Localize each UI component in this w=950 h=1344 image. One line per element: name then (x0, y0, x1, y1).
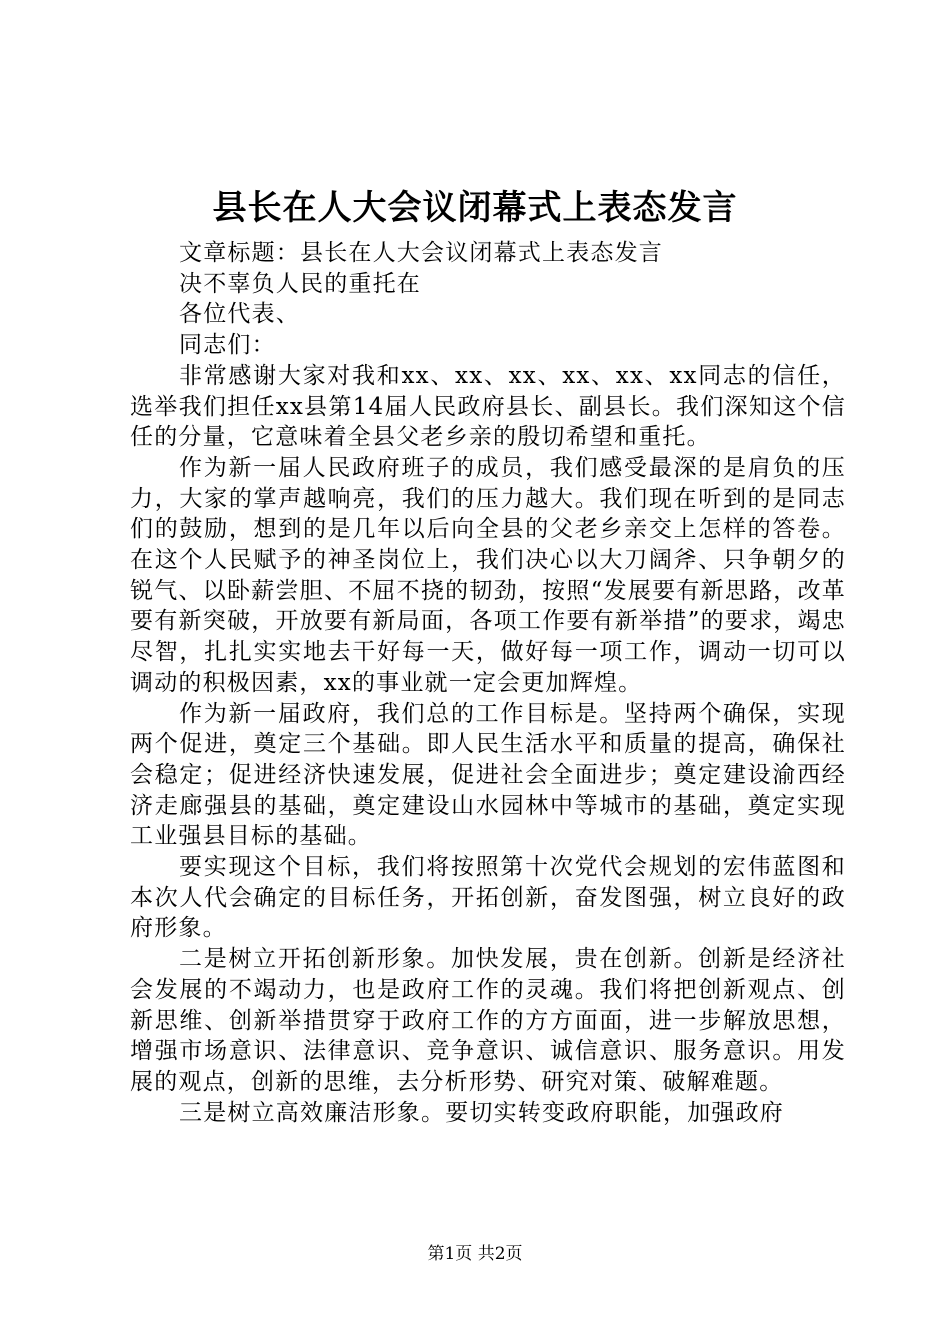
body-paragraph: 二是树立开拓创新形象。加快发展，贵在创新。创新是经济社会发展的不竭动力，也是政府工作的灵魂。我们将把创新观点、创新思维、创新举措贯穿于政府工作的方方面面，进一步解放思想，增强市场意识、法律意识、竞争意识、诚信意识、服务意识。用发展的观点，创新的思维，去分析形势、研究对策、破解难题。 (130, 946, 846, 1095)
salutation-line: 各位代表、 (179, 301, 300, 328)
article-title-line: 文章标题：县长在人大会议闭幕式上表态发言 (179, 240, 663, 266)
page-number-footer: 第1页 共2页 (427, 1244, 523, 1264)
salutation-line: 同志们： (179, 332, 276, 359)
body-paragraph: 非常感谢大家对我和xx、xx、xx、xx、xx、xx同志的信任，选举我们担任xx县第14届人民政府县长、副县长。我们深知这个信任的分量，它意味着全县父老乡亲的殷切希望和重托。 (130, 362, 846, 451)
body-paragraph: 要实现这个目标，我们将按照第十次党代会规划的宏伟蓝图和本次人代会确定的目标任务，开拓创新，奋发图强，树立良好的政府形象。 (130, 854, 846, 942)
subtitle-line: 决不辜负人民的重托在 (179, 270, 421, 297)
body-paragraph: 作为新一届人民政府班子的成员，我们感受最深的是肩负的压力，大家的掌声越响亮，我们的压力越大。我们现在听到的是同志们的鼓励，想到的是几年以后向全县的父老乡亲交上怎样的答卷。在这个人民赋予的神圣岗位上，我们决心以大刀阔斧、只争朝夕的锐气、以卧薪尝胆、不屈不挠的韧劲，按照“发展要有新思路，改革要有新突破，开放要有新局面，各项工作要有新举措”的要求，竭忠尽智，扎扎实实地去干好每一天，做好每一项工作，调动一切可以调动的积极因素，xx的事业就一定会更加辉煌。 (130, 454, 846, 696)
body-paragraph: 作为新一届政府，我们总的工作目标是。坚持两个确保，实现两个促进，奠定三个基础。即人民生活水平和质量的提高，确保社会稳定；促进经济快速发展，促进社会全面进步；奠定建设渝西经济走廊强县的基础，奠定建设山水园林中等城市的基础，奠定实现工业强县目标的基础。 (130, 700, 846, 850)
document-body (130, 238, 846, 1128)
body-paragraph: 三是树立高效廉洁形象。要切实转变政府职能，加强政府 (179, 1099, 784, 1126)
document-title: 县长在人大会议闭幕式上表态发言 (212, 188, 738, 228)
